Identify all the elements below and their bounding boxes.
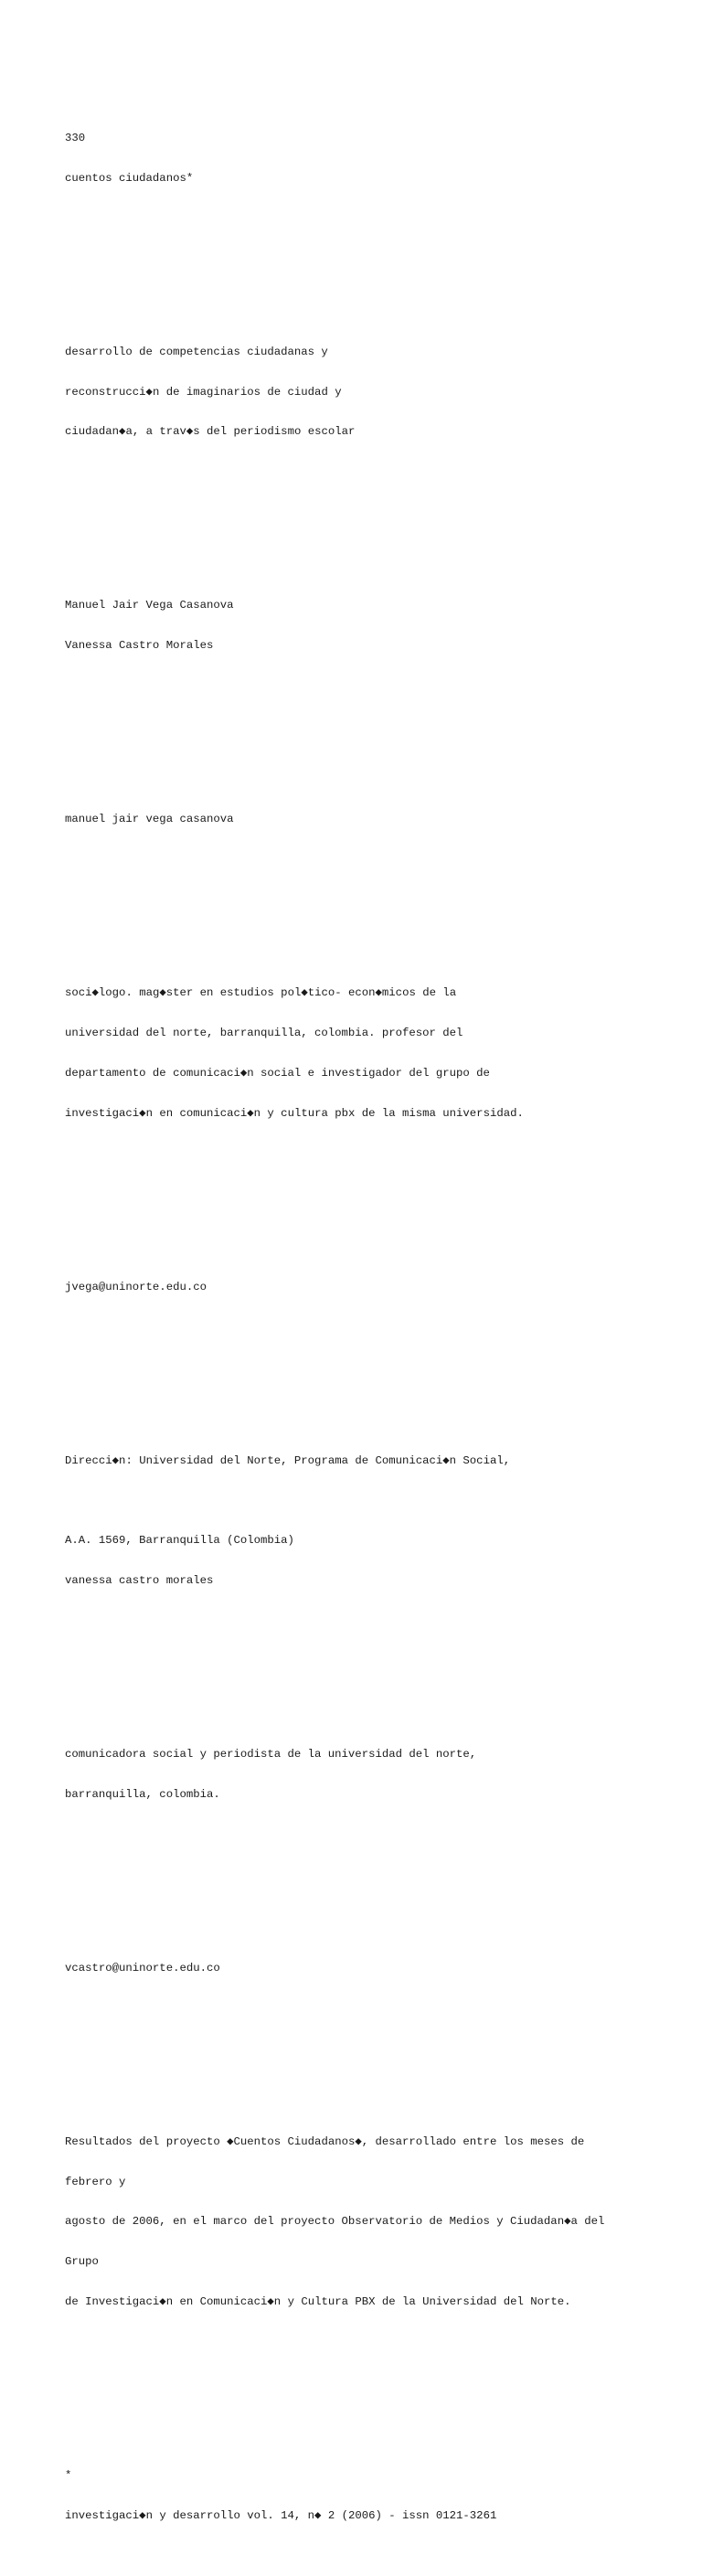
author-list	[65, 572, 650, 679]
footnote-marker: *	[65, 2469, 72, 2482]
note-line: Resultados del proyecto ◆Cuentos Ciudadanos◆, desarrollado entre los meses de	[65, 2134, 585, 2148]
project-note	[65, 2109, 650, 2336]
address-blank	[65, 1494, 650, 1507]
author2-email-block	[65, 1935, 650, 2002]
article-title-line: ciudadan◆a, a trav◆s del periodismo escolar	[65, 425, 356, 439]
author1-bio-line: soci◆logo. mag◆ster en estudios pol◆tico- econ◆micos de la	[65, 986, 457, 1000]
article-title-line: reconstrucci◆n de imaginarios de ciudad y	[65, 385, 342, 399]
note-line: Grupo	[65, 2255, 99, 2269]
author1-address	[65, 1427, 650, 1613]
running-title: cuentos ciudadanos*	[65, 171, 194, 185]
address-line: Direcci◆n: Universidad del Norte, Programa de Comunicaci◆n Social,	[65, 1453, 511, 1467]
author1-bio-line: universidad del norte, barranquilla, colombia. profesor del	[65, 1027, 463, 1039]
author2-bio-line: barranquilla, colombia.	[65, 1787, 220, 1801]
author-name: Vanessa Castro Morales	[65, 639, 214, 653]
header	[65, 105, 650, 212]
author1-section	[65, 786, 650, 853]
note-line: de Investigaci◆n en Comunicaci◆n y Cultura PBX de la Universidad del Norte.	[65, 2294, 571, 2308]
author1-bio-line: investigaci◆n en comunicaci◆n y cultura pbx de la misma universidad.	[65, 1106, 524, 1120]
journal-citation: investigaci◆n y desarrollo vol. 14, n◆ 2 (2006) - issn 0121-3261	[65, 2508, 497, 2522]
note-line: febrero y	[65, 2175, 126, 2188]
author1-bio-line: departamento de comunicaci◆n social e investigador del grupo de	[65, 1066, 490, 1080]
author-name: Manuel Jair Vega Casanova	[65, 599, 234, 612]
author2-bio	[65, 1721, 650, 1828]
article-title	[65, 319, 650, 466]
author1-name: manuel jair vega casanova	[65, 813, 234, 826]
author2-name: vanessa castro morales	[65, 1573, 214, 1587]
note-line: agosto de 2006, en el marco del proyecto Observatorio de Medios y Ciudadan◆a del	[65, 2215, 605, 2229]
author2-bio-line: comunicadora social y periodista de la universidad del norte,	[65, 1748, 477, 1761]
author1-email-block	[65, 1253, 650, 1320]
page-number: 330	[65, 131, 86, 144]
article-title-line: desarrollo de competencias ciudadanas y	[65, 345, 328, 358]
document-page	[65, 65, 650, 2576]
author2-email[interactable]: vcastro@uninorte.edu.co	[65, 1961, 220, 1975]
footer	[65, 2443, 650, 2549]
author1-bio	[65, 960, 650, 1146]
address-line: A.A. 1569, Barranquilla (Colombia)	[65, 1534, 294, 1548]
author1-email[interactable]: jvega@uninorte.edu.co	[65, 1280, 207, 1293]
